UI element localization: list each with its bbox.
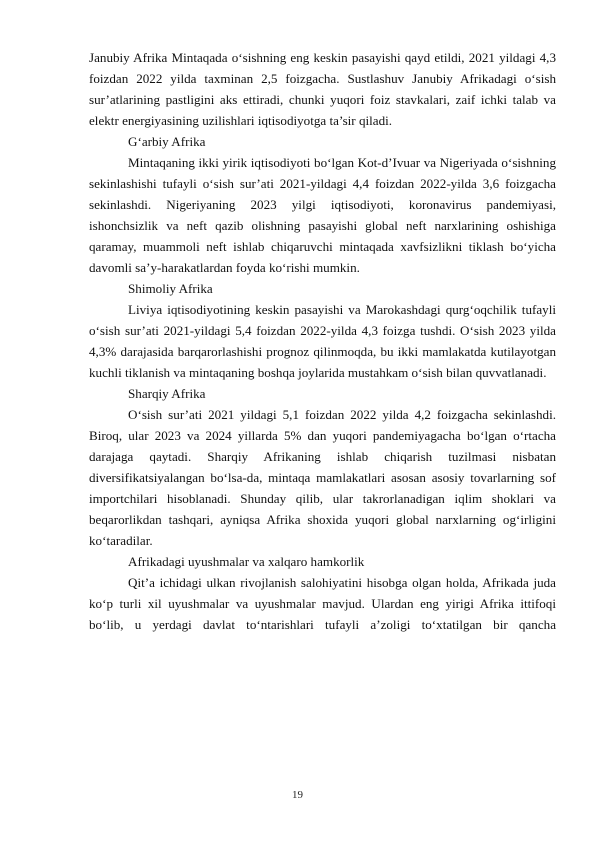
heading-east-africa: Sharqiy Afrika bbox=[128, 386, 206, 401]
paragraph-east-africa: O‘sish sur’ati 2021 yildagi 5,1 foizdan 2022 yilda 4,2 foizgacha sekinlashdi. Biroq, ular 2023 va 2024 yillarda 5% dan yuqori pandemiyagacha bo‘lgan o‘rtacha darajaga qaytadi. Sharqiy Afrikaning ishlab chiqarish tuzilmasi nisbatan diversifikatsiyalangan bo‘lsa-da, mintaqa mamlakatlari asosan asosiy tovarlarning sof importchilari hisoblanadi. Shunday qilib, ular takrorlanadigan iqlim shoklari va beqarorlikdan tashqari, ayniqsa Afrika shoxida yuqori global narxlarning og‘irligini ko‘taradilar. bbox=[89, 407, 556, 548]
paragraph-north-africa: Liviya iqtisodiyotining keskin pasayishi va Marokashdagi qurg‘oqchilik tufayli o‘sish sur’ati 2021-yildagi 5,4 foizdan 2022-yilda 4,3 foizga tushdi. O‘sish 2023 yilda 4,3% darajasida barqarorlashishi prognoz qilinmoqda, bu ikki mamlakatda kutilayotgan kuchli tiklanish va mintaqaning boshqa joylarida mustahkam o‘sish bilan quvvatlanadi. bbox=[89, 302, 556, 380]
heading-associations: Afrikadagi uyushmalar va xalqaro hamkorlik bbox=[128, 554, 365, 569]
page-number: 19 bbox=[292, 789, 303, 801]
paragraph-associations: Qit’a ichidagi ulkan rivojlanish salohiyatini hisobga olgan holda, Afrikada juda ko‘p turli xil uyushmalar va uyushmalar mavjud. Ulardan eng yirigi Afrika ittifoqi bo‘lib, u yerdagi davlat to‘ntarishlari tufayli a’zoligi to‘xtatilgan bir qancha bbox=[89, 575, 556, 632]
document-page bbox=[89, 47, 556, 635]
paragraph-west-africa: Mintaqaning ikki yirik iqtisodiyoti bo‘lgan Kot-d’Ivuar va Nigeriyada o‘sishning sekinlashishi tufayli o‘sish sur’ati 2021-yildagi 4,4 foizdan 2022-yilda 3,6 foizgacha sekinlashdi. Nigeriyaning 2023 yilgi iqtisodiyoti, koronavirus pandemiyasi, ishonchsizlik va neft qazib olishning pasayishi global neft narxlarining oshishiga qaramay, muammoli neft ishlab chiqaruvchi mintaqada xavfsizlikni tiklash bo‘yicha davomli sa’y-harakatlardan foyda ko‘rishi mumkin. bbox=[89, 155, 556, 275]
heading-north-africa: Shimoliy Afrika bbox=[128, 281, 213, 296]
paragraph-south-africa: Janubiy Afrika Mintaqada o‘sishning eng keskin pasayishi qayd etildi, 2021 yildagi 4,3 foizdan 2022 yilda taxminan 2,5 foizgacha. Sustlashuv Janubiy Afrikadagi o‘sish sur’atlarining pastligini aks ettiradi, chunki yuqori foiz stavkalari, zaif ichki talab va elektr energiyasining uzilishlari iqtisodiyotga ta’sir qiladi. bbox=[89, 50, 556, 128]
heading-west-africa: G‘arbiy Afrika bbox=[128, 134, 206, 149]
